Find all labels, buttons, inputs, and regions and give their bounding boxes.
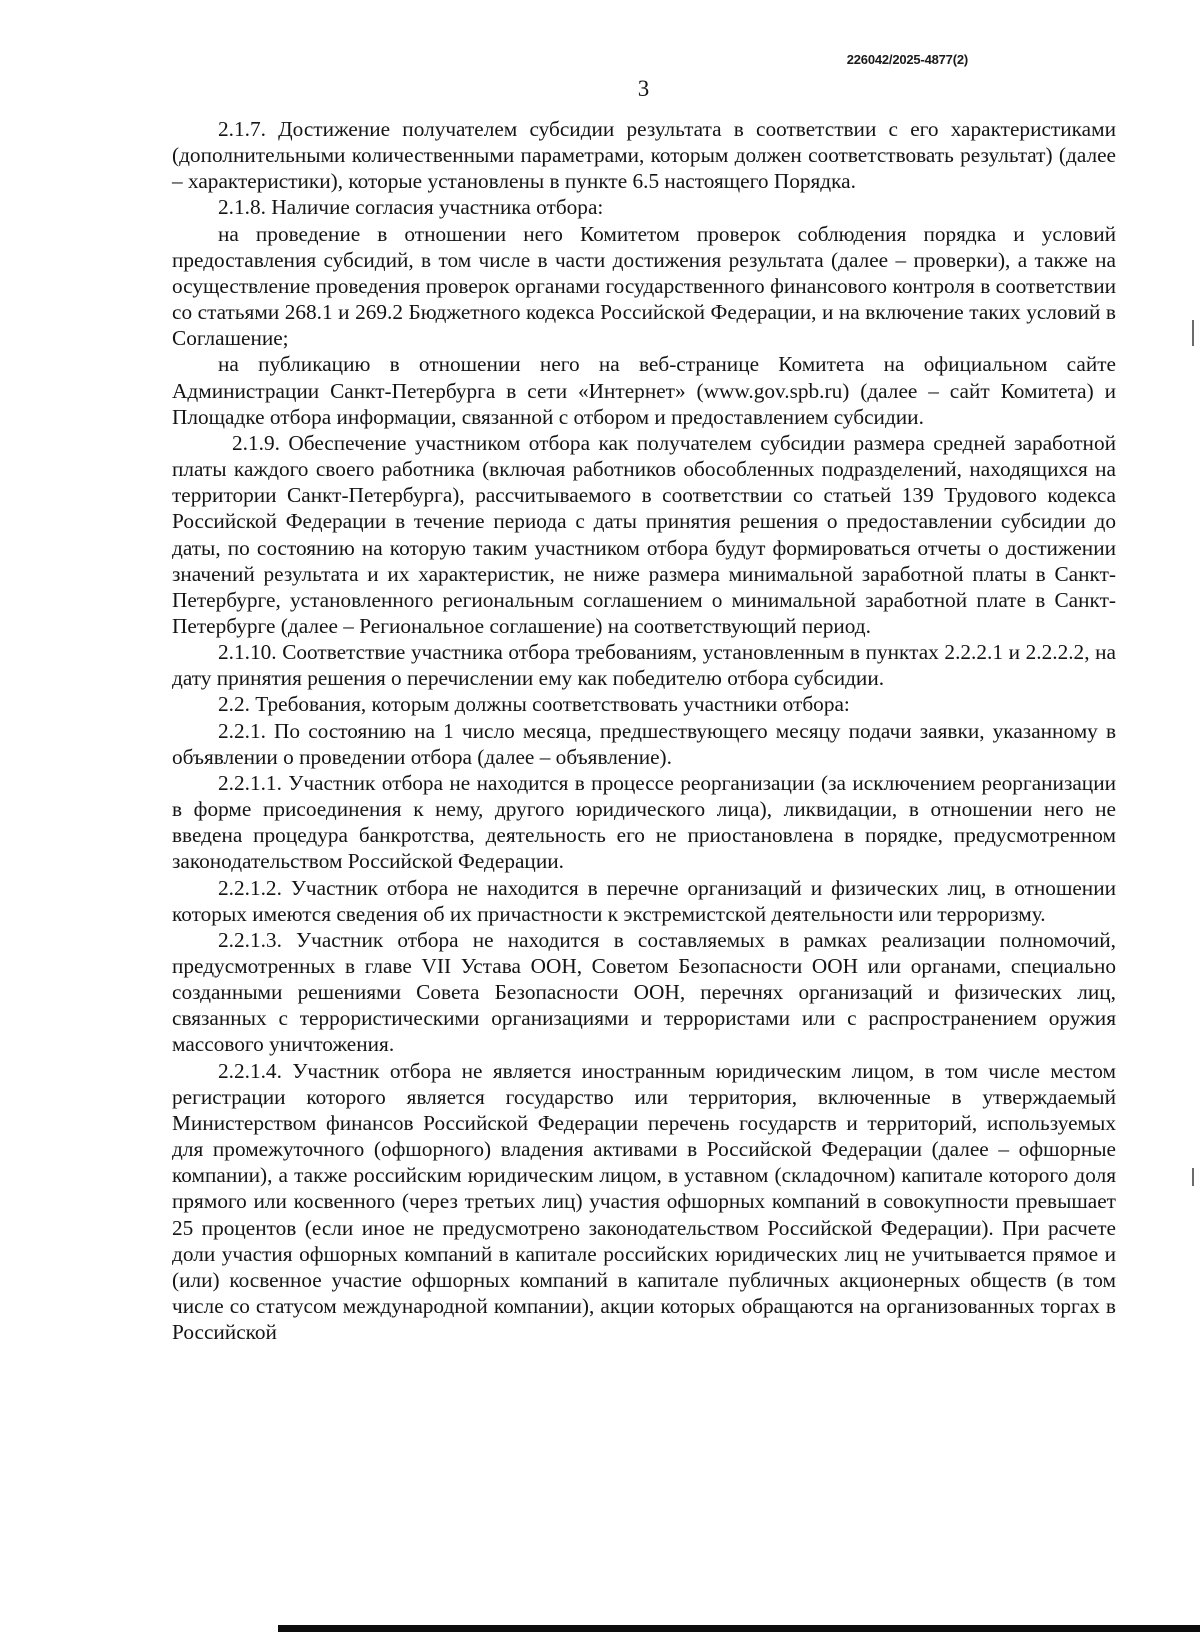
paragraph-2-2-1-2: 2.2.1.2. Участник отбора не находится в перечне организаций и физических лиц, в отношении которых имеются сведения об их причастности к экстремистской деятельности или терроризму. xyxy=(172,875,1116,926)
scan-edge-line xyxy=(278,1625,1200,1632)
paragraph-2-1-9: 2.1.9. Обеспечение участником отбора как получателем субсидии размера средней заработной платы каждого своего работника (включая работников обособленных подразделений, находящихся на территории Санкт-Петербурга), рассчитываемого в соответствии со статьей 139 Трудового кодекса Российской Федерации в течение периода с даты принятия решения о предоставлении субсидии до даты, по состоянию на которую таким участником отбора будут формироваться отчеты о достижении значений результата и их характеристик, не ниже размера минимальной заработной платы в Санкт-Петербурге, установленного региональным соглашением о минимальной заработной плате в Санкт-Петербурге (далее – Региональное соглашение) на соответствующий период. xyxy=(172,430,1116,638)
paragraph-2-2-1-4: 2.2.1.4. Участник отбора не является иностранным юридическим лицом, в том числе местом регистрации которого является государство или территория, включенные в утверждаемый Министерством финансов Российской Федерации перечень государств и территорий, используемых для промежуточного (офшорного) владения активами в Российской Федерации (далее – офшорные компании), а также российским юридическим лицом, в уставном (складочном) капитале которого доля прямого или косвенного (через третьих лиц) участия офшорных компаний в совокупности превышает 25 процентов (если иное не предусмотрено законодательством Российской Федерации). При расчете доли участия офшорных компаний в капитале российских юридических лиц не учитывается прямое и (или) косвенное участие офшорных компаний в капитале публичных акционерных обществ (в том числе со статусом международной компании), акции которых обращаются на организованных торгах в Российской xyxy=(172,1058,1116,1345)
paragraph-consent-checks: на проведение в отношении него Комитетом проверок соблюдения порядка и условий предоставления субсидий, в том числе в части достижения результата (далее – проверки), а также на осуществление проведения проверок органами государственного финансового контроля в соответствии со статьями 268.1 и 269.2 Бюджетного кодекса Российской Федерации, и на включение таких условий в Соглашение; xyxy=(172,221,1116,351)
document-body xyxy=(172,116,1116,1345)
paragraph-consent-publication: на публикацию в отношении него на веб-странице Комитета на официальном сайте Администрации Санкт-Петербурга в сети «Интернет» (www.gov.spb.ru) (далее – сайт Комитета) и Площадке отбора информации, связанной с отбором и предоставлением субсидии. xyxy=(172,352,1116,429)
paragraph-2-2-1-1: 2.2.1.1. Участник отбора не находится в процессе реорганизации (за исключением реорганизации в форме присоединения к нему, другого юридического лица), ликвидации, в отношении него не введена процедура банкротства, деятельность его не приостановлена в порядке, предусмотренном законодательством Российской Федерации. xyxy=(172,770,1116,874)
scan-margin-mark xyxy=(1192,1168,1194,1186)
paragraph-2-2-1-3: 2.2.1.3. Участник отбора не находится в составляемых в рамках реализации полномочий, предусмотренных в главе VII Устава ООН, Советом Безопасности ООН или органами, специально созданными решениями Совета Безопасности ООН, перечнях организаций и физических лиц, связанных с террористическими организациями и террористами или с распространением оружия массового уничтожения. xyxy=(172,927,1116,1057)
document-number: 226042/2025-4877(2) xyxy=(846,52,968,67)
paragraph-2-1-7: 2.1.7. Достижение получателем субсидии результата в соответствии с его характеристиками (дополнительными количественными параметрами, которым должен соответствовать результат) (далее – характеристики), которые установлены в пункте 6.5 настоящего Порядка. xyxy=(172,117,1116,194)
scan-margin-mark xyxy=(1192,320,1194,346)
paragraph-2-2-1: 2.2.1. По состоянию на 1 число месяца, предшествующего месяцу подачи заявки, указанному в объявлении о проведении отбора (далее – объявление). xyxy=(172,718,1116,769)
page-number: 3 xyxy=(637,76,650,101)
paragraph-2-2: 2.2. Требования, которым должны соответствовать участники отбора: xyxy=(218,692,850,717)
paragraph-2-1-10: 2.1.10. Соответствие участника отбора требованиям, установленным в пунктах 2.2.2.1 и 2.2.2.2, на дату принятия решения о перечислении ему как победителю отбора субсидии. xyxy=(172,640,1116,691)
paragraph-2-1-8: 2.1.8. Наличие согласия участника отбора: xyxy=(218,195,604,220)
